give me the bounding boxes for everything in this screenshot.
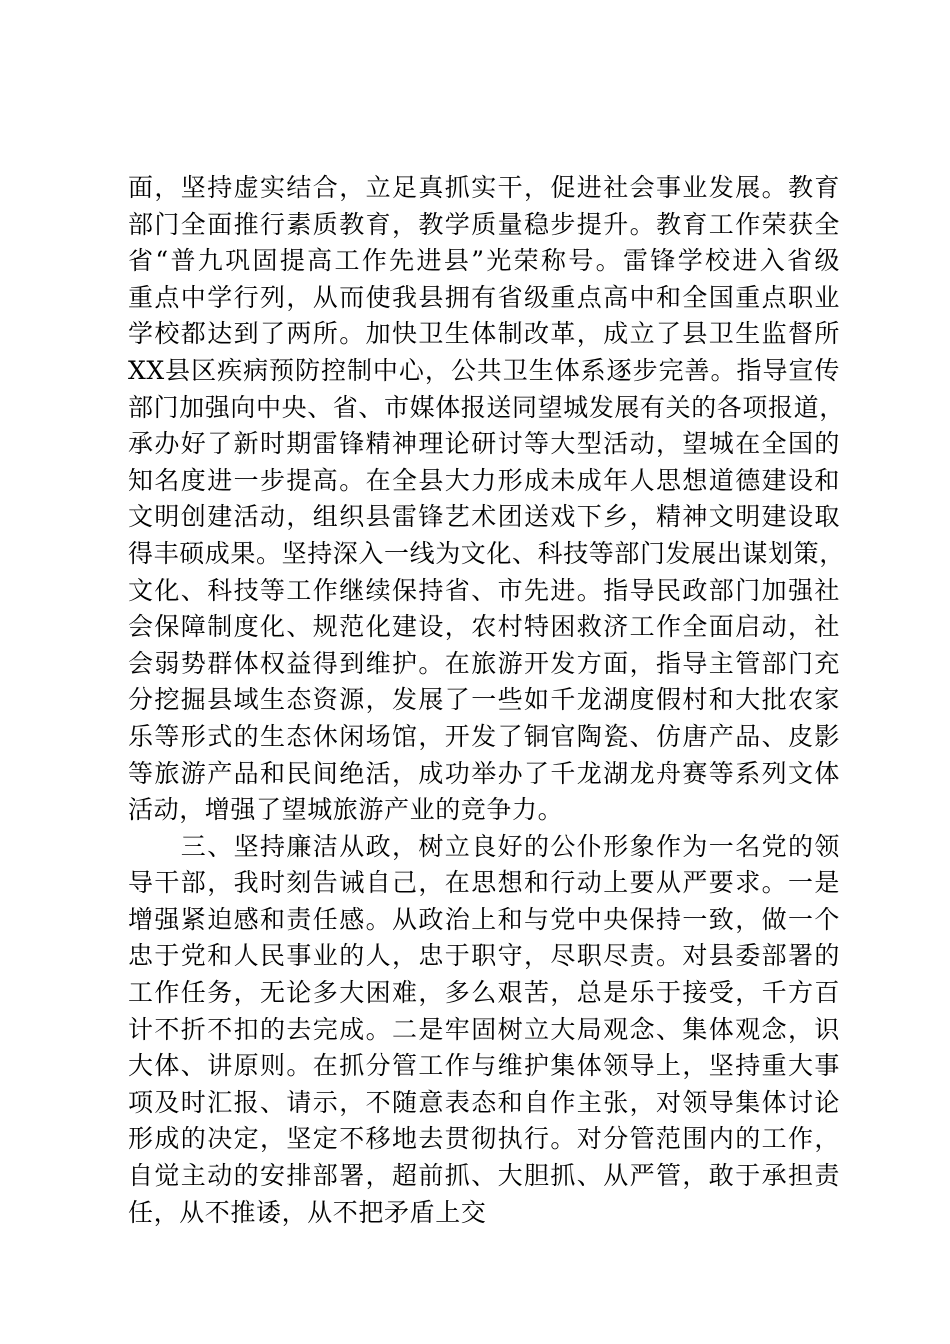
text-line: 知名度进一步提高。在全县大力形成未成年人思想道德建设和 bbox=[128, 465, 840, 495]
paragraph-end-line: 活动，增强了望城旅游产业的竞争力。 bbox=[128, 795, 564, 825]
text-line: 增强紧迫感和责任感。从政治上和与党中央保持一致，做一个 bbox=[128, 904, 840, 934]
text-line: 三、坚持廉洁从政，树立良好的公仆形象作为一名党的领 bbox=[128, 831, 840, 861]
text-line: 学校都达到了两所。加快卫生体制改革，成立了县卫生监督所 bbox=[128, 319, 840, 349]
text-line: 文明创建活动，组织县雷锋艺术团送戏下乡，精神文明建设取 bbox=[128, 502, 840, 532]
text-line: 大体、讲原则。在抓分管工作与维护集体领导上，坚持重大事 bbox=[128, 1051, 840, 1081]
text-line: 会保障制度化、规范化建设，农村特困救济工作全面启动，社 bbox=[128, 612, 840, 642]
text-line: 文化、科技等工作继续保持省、市先进。指导民政部门加强社 bbox=[128, 575, 840, 605]
text-line: 省“普九巩固提高工作先进县”光荣称号。雷锋学校进入省级 bbox=[128, 246, 840, 276]
text-line: 得丰硕成果。坚持深入一线为文化、科技等部门发展出谋划策， bbox=[128, 538, 845, 568]
text-line: 乐等形式的生态休闲场馆，开发了铜官陶瓷、仿唐产品、皮影 bbox=[128, 721, 840, 751]
text-line: 导干部，我时刻告诫自己，在思想和行动上要从严要求。一是 bbox=[128, 868, 840, 898]
text-line: 部门加强向中央、省、市媒体报送同望城发展有关的各项报道， bbox=[128, 392, 845, 422]
text-line: 重点中学行列，从而使我县拥有省级重点高中和全国重点职业 bbox=[128, 282, 840, 312]
text-line: 面，坚持虚实结合，立足真抓实干，促进社会事业发展。教育 bbox=[128, 173, 840, 202]
text-line: 会弱势群体权益得到维护。在旅游开发方面，指导主管部门充 bbox=[128, 648, 840, 678]
text-line: 等旅游产品和民间绝活，成功举办了千龙湖龙舟赛等系列文体 bbox=[128, 758, 840, 788]
text-line: 形成的决定，坚定不移地去贯彻执行。对分管范围内的工作， bbox=[128, 1124, 840, 1154]
text-line: 计不折不扣的去完成。二是牢固树立大局观念、集体观念，识 bbox=[128, 1014, 840, 1044]
text-line: 自觉主动的安排部署，超前抓、大胆抓、从严管，敢于承担责 bbox=[128, 1161, 840, 1191]
text-line: 分挖掘县域生态资源，发展了一些如千龙湖度假村和大批农家 bbox=[128, 685, 840, 715]
text-line: 工作任务，无论多大困难，多么艰苦，总是乐于接受，千方百 bbox=[128, 978, 840, 1008]
paragraph-end-line: 任，从不推诿，从不把矛盾上交 bbox=[128, 1197, 487, 1227]
text-line: 项及时汇报、请示，不随意表态和自作主张，对领导集体讨论 bbox=[128, 1087, 840, 1117]
text-line: 承办好了新时期雷锋精神理论研讨等大型活动，望城在全国的 bbox=[128, 429, 840, 459]
text-line: 忠于党和人民事业的人，忠于职守，尽职尽责。对县委部署的 bbox=[128, 941, 840, 971]
body-text bbox=[128, 170, 845, 1231]
text-line: 部门全面推行素质教育，教学质量稳步提升。教育工作荣获全 bbox=[128, 209, 840, 239]
text-line: XX县区疾病预防控制中心，公共卫生体系逐步完善。指导宣传 bbox=[128, 355, 840, 385]
